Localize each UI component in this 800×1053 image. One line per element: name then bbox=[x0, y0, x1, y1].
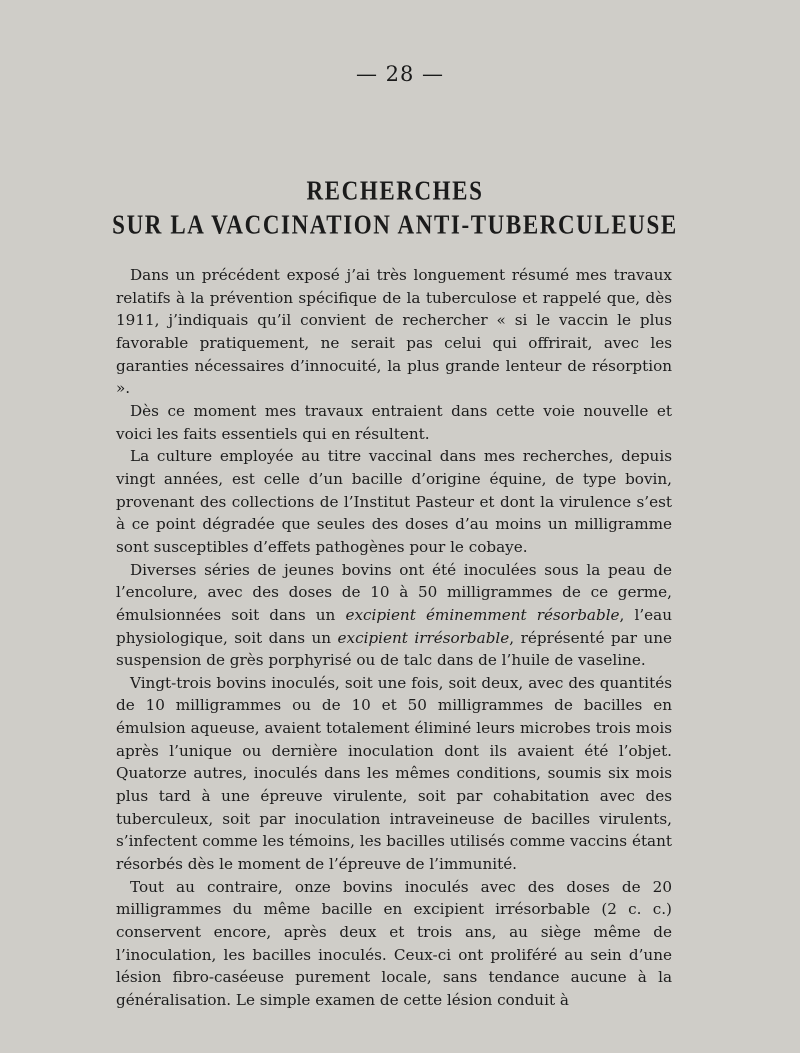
paragraph-text: , l’eau physiologique, soit dans un bbox=[116, 605, 673, 647]
paragraph-text: Tout au contraire, onze bovins inoculés avec des doses de 20 milligrammes du même bacille en excipient irrésorbable (2 c. c.) conservent encore, après deux et trois ans, au siège même de l’inoculation, les bacilles inoculés. Ceux-ci ont proliféré au sein d’une lésion fibro-caséeuse purement locale, sans tendance aucune à la généralisation. Le simple examen de cette lésion conduit à bbox=[116, 877, 672, 1009]
paragraph-text: La culture employée au titre vaccinal dans mes recherches, depuis vingt années, est celle d’un bacille d’origine équine, de type bovin, provenant des collections de l’Institut Pasteur et dont la virulence s’est à ce point dégradée que seules des doses d’au moins un milligramme sont susceptibles d’effets pathogènes pour le cobaye. bbox=[116, 447, 672, 556]
paragraph-1 bbox=[116, 264, 672, 400]
paragraph-6 bbox=[116, 876, 672, 1012]
paragraph-text: Vingt-trois bovins inoculés, soit une fois, soit deux, avec des quantités de 10 milligrammes ou de 10 et 50 milligrammes de bacilles en émulsion aqueuse, avaient totalement éliminé leurs microbes trois mois après l’unique ou dernière inoculation dont ils avaient été l’objet. Quatorze autres, inoculés dans les mêmes conditions, soumis six mois plus tard à une épreuve virulente, soit par cohabitation avec des tuberculeux, soit par inoculation intraveineuse de bacilles virulents, s’infectent comme les témoins, les bacilles utilisés comme vaccins étant résorbés dès le moment de l’épreuve de l’immunité. bbox=[116, 673, 672, 874]
italic-term: excipient éminemment résorbable bbox=[345, 605, 620, 624]
paragraph-2 bbox=[116, 400, 672, 445]
paragraph-text: Dans un précédent exposé j’ai très longuement résumé mes travaux relatifs à la prévention spécifique de la tuberculose et rappelé que, dès 1911, j’indiquais qu’il convient de rechercher « si le vaccin le plus favorable pratiquement, ne serait pas celui qui offrirait, avec les garanties nécessaires d’innocuité, la plus grande lenteur de résorption ». bbox=[116, 266, 672, 398]
page-number: — 28 — bbox=[355, 62, 445, 86]
paragraph-5 bbox=[116, 672, 672, 876]
paragraph-text: Diverses séries de jeunes bovins ont été inoculées sous la peau de l’encolure, avec des doses de 10 à 50 milligrammes de ce germe, émulsionnées soit dans un bbox=[116, 560, 672, 624]
italic-term: excipient irrésorbable bbox=[337, 628, 510, 647]
paragraph-text: , réprésenté par une suspension de grès porphyrisé ou de talc dans de l’huile de vaseline. bbox=[116, 628, 673, 670]
title-line-1: RECHERCHES bbox=[306, 175, 484, 206]
paragraph-text: Dès ce moment mes travaux entraient dans cette voie nouvelle et voici les faits essentiels qui en résultent. bbox=[116, 401, 672, 443]
paragraph-3 bbox=[116, 445, 672, 558]
paragraph-4 bbox=[116, 559, 672, 672]
body-text bbox=[116, 264, 672, 1012]
title-line-2: SUR LA VACCINATION ANTI-TUBERCULEUSE bbox=[112, 209, 678, 240]
